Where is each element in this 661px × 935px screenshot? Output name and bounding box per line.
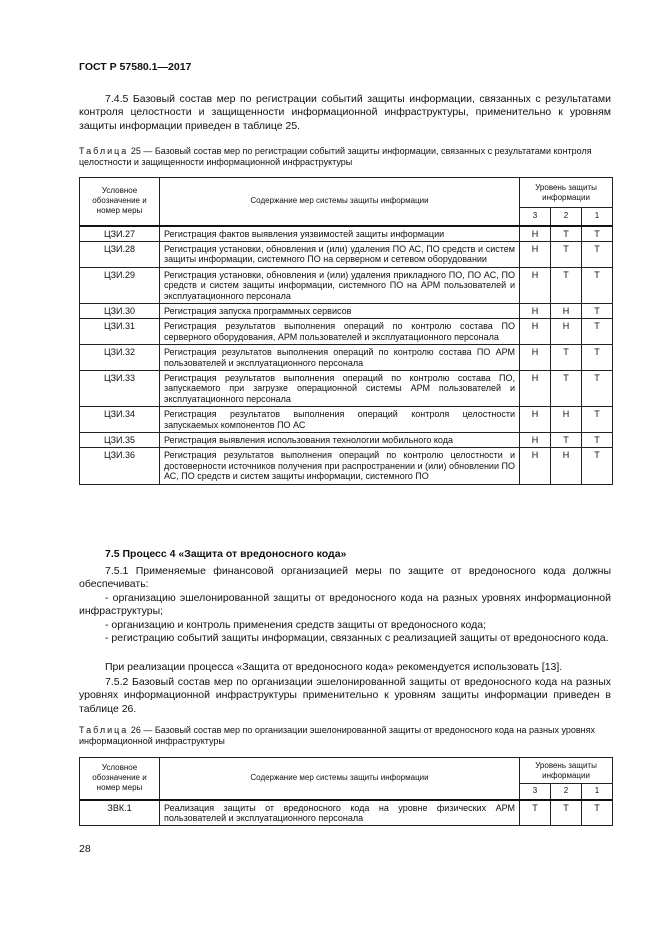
page-number: 28 — [79, 843, 91, 855]
bullet-item-2: - организацию и контроль применения средств защиты от вредоносного кода; — [105, 619, 487, 631]
measure-content-cell: Реализация защиты от вредоносного кода на уровне физических АРМ пользователей и эксплуатационного персонала — [160, 800, 520, 826]
paragraph-7-5-2: 7.5.2 Базовый состав мер по организации эшелонированной защиты от вредоносного кода на разных уровнях информационной инфраструктуры применительно к уровням защиты информации приведен в таблице 26. — [79, 676, 611, 715]
table-row — [80, 303, 613, 318]
table-26-header-content: Содержание мер системы защиты информации — [160, 758, 520, 800]
level-3-cell: Н — [520, 267, 551, 303]
measure-id-cell: ЦЗИ.28 — [80, 241, 160, 267]
measure-id-cell: ЦЗИ.29 — [80, 267, 160, 303]
section-7-5-heading: 7.5 Процесс 4 «Защита от вредоносного кода» — [105, 548, 347, 560]
level-3-cell: Н — [520, 303, 551, 318]
level-2-cell: Н — [551, 407, 582, 433]
table-row — [80, 319, 613, 345]
measure-content-cell: Регистрация результатов выполнения операций по контролю состава ПО АРМ пользователей и эксплуатационного персонала — [160, 345, 520, 371]
table-26-caption-label: Таблица — [79, 725, 129, 735]
measure-content-cell: Регистрация результатов выполнения операций по контролю состава ПО, запускаемого при загрузке операционной системы АРМ пользователей и эксплуатационного персонала — [160, 370, 520, 406]
level-3-cell: Н — [520, 407, 551, 433]
table-row — [80, 226, 613, 242]
level-3-cell: Н — [520, 241, 551, 267]
table-26-level-1: 1 — [582, 784, 613, 800]
level-3-cell: Н — [520, 226, 551, 242]
level-1-cell: Т — [582, 267, 613, 303]
table-26-level-2: 2 — [551, 784, 582, 800]
table-25-header-content: Содержание мер системы защиты информации — [160, 178, 520, 226]
table-row — [80, 241, 613, 267]
level-2-cell: Т — [551, 433, 582, 448]
level-3-cell: Н — [520, 345, 551, 371]
table-25-level-3: 3 — [520, 208, 551, 226]
paragraph-7-4-5: 7.4.5 Базовый состав мер по регистрации событий защиты информации, связанных с результатами контроля целостности и защищенности информационной инфраструктуры, применительно к уровням защиты информации приведен в таблице 25. — [79, 93, 611, 132]
level-2-cell: Т — [551, 267, 582, 303]
measure-id-cell: ЦЗИ.33 — [80, 370, 160, 406]
level-1-cell: Т — [582, 448, 613, 484]
level-1-cell: Т — [582, 345, 613, 371]
table-26-header-id: Условное обозначение и номер меры — [80, 758, 160, 800]
table-26-level-3: 3 — [520, 784, 551, 800]
measure-content-cell: Регистрация результатов выполнения операций контроля целостности запускаемых компонентов ПО АС — [160, 407, 520, 433]
measure-id-cell: ЦЗИ.36 — [80, 448, 160, 484]
level-1-cell: Т — [582, 433, 613, 448]
table-25-caption-text: 25 — Базовый состав мер по регистрации событий защиты информации, связанных с результатами контроля целостности и защищенности информационной инфраструктуры — [79, 146, 592, 168]
measure-id-cell: ЦЗИ.30 — [80, 303, 160, 318]
level-1-cell: Т — [582, 241, 613, 267]
level-2-cell: Н — [551, 319, 582, 345]
measure-id-cell: ЦЗИ.34 — [80, 407, 160, 433]
level-1-cell: Т — [582, 226, 613, 242]
measure-content-cell: Регистрация запуска программных сервисов — [160, 303, 520, 318]
bullet-item-1: - организацию эшелонированной защиты от вредоносного кода на разных уровнях информационной инфраструктуры; — [79, 592, 611, 618]
level-3-cell: Н — [520, 370, 551, 406]
measure-content-cell: Регистрация установки, обновления и (или) удаления прикладного ПО, ПО АС, ПО средств и систем защиты информации, системного ПО на АРМ пользователей и эксплуатационного персонала — [160, 267, 520, 303]
table-26-header-level: Уровень защиты информации — [520, 758, 613, 784]
level-2-cell: Н — [551, 448, 582, 484]
table-25-level-2: 2 — [551, 208, 582, 226]
measure-content-cell: Регистрация результатов выполнения операций по контролю целостности и достоверности источников получения при распространении и (или) обновлении ПО АС, ПО средств и систем защиты информации, системного ПО — [160, 448, 520, 484]
level-2-cell: Т — [551, 226, 582, 242]
table-25-header-id: Условное обозначение и номер меры — [80, 178, 160, 226]
table-25-caption — [79, 146, 612, 168]
measure-content-cell: Регистрация установки, обновления и (или) удаления ПО АС, ПО средств и систем защиты информации, системного ПО на серверном и сетевом оборудовании — [160, 241, 520, 267]
level-2-cell: Н — [551, 303, 582, 318]
level-1-cell: Т — [582, 407, 613, 433]
level-1-cell: Т — [582, 370, 613, 406]
measure-id-cell: ЦЗИ.27 — [80, 226, 160, 242]
table-row — [80, 433, 613, 448]
table-25-caption-label: Таблица — [79, 146, 129, 156]
document-header: ГОСТ Р 57580.1—2017 — [79, 61, 192, 73]
level-1-cell: Т — [582, 800, 613, 826]
table-row — [80, 267, 613, 303]
measure-content-cell: Регистрация фактов выявления уязвимостей защиты информации — [160, 226, 520, 242]
table-25 — [79, 177, 613, 485]
table-26-caption — [79, 725, 612, 747]
measure-id-cell: ЦЗИ.35 — [80, 433, 160, 448]
measure-content-cell: Регистрация результатов выполнения операций по контролю состава ПО серверного оборудования, АРМ пользователей и эксплуатационного персонала — [160, 319, 520, 345]
measure-id-cell: ЦЗИ.31 — [80, 319, 160, 345]
table-row — [80, 407, 613, 433]
table-25-level-1: 1 — [582, 208, 613, 226]
table-row — [80, 800, 613, 826]
level-3-cell: Т — [520, 800, 551, 826]
level-2-cell: Т — [551, 370, 582, 406]
table-26-caption-text: 26 — Базовый состав мер по организации эшелонированной защиты от вредоносного кода на разных уровнях информационной инфраструктуры — [79, 725, 595, 747]
level-1-cell: Т — [582, 319, 613, 345]
table-row — [80, 448, 613, 484]
paragraph-7-5-1: 7.5.1 Применяемые финансовой организацией меры по защите от вредоносного кода должны обеспечивать: — [79, 565, 611, 591]
table-25-header-level: Уровень защиты информации — [520, 178, 613, 208]
level-3-cell: Н — [520, 433, 551, 448]
level-1-cell: Т — [582, 303, 613, 318]
level-2-cell: Т — [551, 241, 582, 267]
table-row — [80, 345, 613, 371]
table-row — [80, 370, 613, 406]
measure-id-cell: ЗВК.1 — [80, 800, 160, 826]
level-2-cell: Т — [551, 345, 582, 371]
measure-content-cell: Регистрация выявления использования технологии мобильного кода — [160, 433, 520, 448]
level-3-cell: Н — [520, 319, 551, 345]
measure-id-cell: ЦЗИ.32 — [80, 345, 160, 371]
level-3-cell: Н — [520, 448, 551, 484]
table-26 — [79, 757, 613, 826]
bullet-item-3: - регистрацию событий защиты информации, связанных с реализацией защиты от вредоносного кода. — [105, 632, 609, 644]
paragraph-recommendation: При реализации процесса «Защита от вредоносного кода» рекомендуется использовать [13]. — [105, 661, 563, 673]
level-2-cell: Т — [551, 800, 582, 826]
